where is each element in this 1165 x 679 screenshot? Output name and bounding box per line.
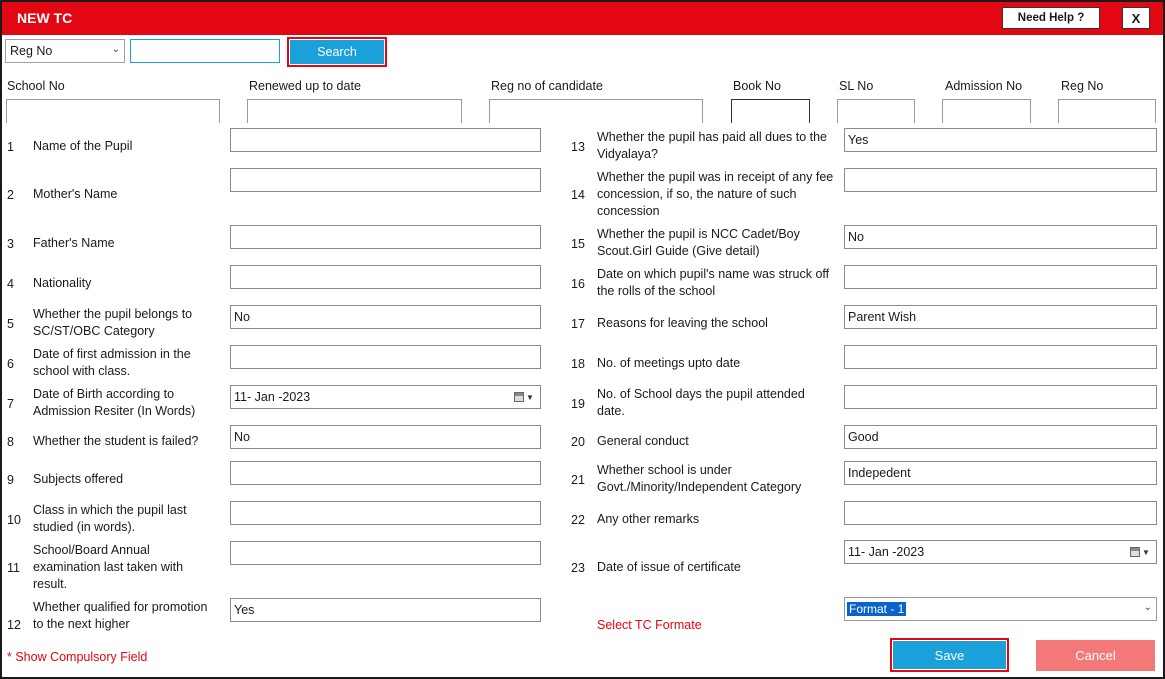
field-number: 12 [7, 618, 21, 632]
tc-format-label: Select TC Formate [597, 618, 702, 632]
reg-no-of-candidate-input[interactable] [489, 99, 703, 123]
field-number: 1 [7, 140, 14, 154]
general-conduct-label: General conduct [597, 434, 689, 448]
window-title: NEW TC [17, 10, 73, 26]
renewed-up-to-date-input[interactable] [247, 99, 462, 123]
school-category-label: Whether school is under Govt./Minority/Independent Category [597, 463, 802, 494]
need-help-button[interactable]: Need Help ? [1002, 7, 1100, 29]
pupil-name-input[interactable] [230, 128, 541, 152]
cancel-button[interactable]: Cancel [1036, 640, 1155, 671]
father-name-label: Father's Name [33, 236, 115, 250]
issue-date-picker[interactable] [844, 540, 1157, 564]
admission-no-label: Admission No [945, 79, 1023, 93]
leaving-reason-label: Reasons for leaving the school [597, 316, 768, 330]
tc-format-value: Format - 1 [849, 602, 905, 616]
calendar-icon[interactable]: ▼ [1130, 546, 1150, 558]
field-number: 8 [7, 435, 14, 449]
reg-no-of-candidate-label: Reg no of candidate [491, 79, 603, 93]
struck-off-date-label: Date on which pupil's name was struck off the rolls of the school [597, 267, 830, 298]
date-of-birth-picker[interactable] [230, 385, 541, 409]
save-button[interactable]: Save [890, 638, 1009, 672]
renewed-up-to-date-label: Renewed up to date [249, 79, 361, 93]
nationality-input[interactable] [230, 265, 541, 289]
dues-paid-label: Whether the pupil has paid all dues to the Vidyalaya? [597, 130, 828, 161]
admission-no-input[interactable] [942, 99, 1031, 123]
field-number: 18 [571, 357, 585, 371]
last-class-input[interactable] [230, 501, 541, 525]
date-of-birth-label: Date of Birth according to Admission Resiter (In Words) [33, 387, 196, 418]
nationality-label: Nationality [33, 276, 92, 290]
student-failed-label: Whether the student is failed? [33, 434, 199, 448]
field-number: 20 [571, 435, 585, 449]
pupil-name-label: Name of the Pupil [33, 139, 133, 153]
field-number: 6 [7, 357, 14, 371]
field-number: 16 [571, 277, 585, 291]
other-remarks-input[interactable] [844, 501, 1157, 525]
field-number: 15 [571, 237, 585, 251]
school-no-input[interactable] [6, 99, 220, 123]
days-attended-label: No. of School days the pupil attended date. [597, 387, 805, 418]
general-conduct-input[interactable]: Good [844, 425, 1157, 449]
school-category-input[interactable]: Indepedent [844, 461, 1157, 485]
mother-name-label: Mother's Name [33, 187, 118, 201]
first-admission-input[interactable] [230, 345, 541, 369]
chevron-down-icon: ⌄ [111, 44, 120, 55]
father-name-input[interactable] [230, 225, 541, 249]
school-no-label: School No [7, 79, 65, 93]
search-field-select[interactable] [5, 39, 125, 63]
search-input[interactable] [130, 39, 280, 63]
calendar-icon[interactable]: ▼ [514, 391, 534, 403]
promotion-label: Whether qualified for promotion to the next higher [33, 600, 208, 631]
reg-no-label: Reg No [1061, 79, 1104, 93]
book-no-label: Book No [733, 79, 781, 93]
other-remarks-label: Any other remarks [597, 512, 700, 526]
leaving-reason-input[interactable]: Parent Wish [844, 305, 1157, 329]
field-number: 9 [7, 473, 14, 487]
category-input[interactable]: No [230, 305, 541, 329]
ncc-scout-label: Whether the pupil is NCC Cadet/Boy Scout.Girl Guide (Give detail) [597, 227, 800, 258]
dues-paid-input[interactable]: Yes [844, 128, 1157, 152]
ncc-scout-input[interactable]: No [844, 225, 1157, 249]
field-number: 3 [7, 237, 14, 251]
subjects-offered-input[interactable] [230, 461, 541, 485]
sl-no-input[interactable] [837, 99, 915, 123]
last-class-label: Class in which the pupil last studied (in words). [33, 503, 187, 534]
field-number: 10 [7, 513, 21, 527]
field-number: 4 [7, 277, 14, 291]
mother-name-input[interactable] [230, 168, 541, 192]
tc-format-select[interactable] [844, 597, 1157, 621]
issue-date-label: Date of issue of certificate [597, 560, 741, 574]
field-number: 19 [571, 397, 585, 411]
issue-date-value: 11- Jan -2023 [848, 545, 925, 559]
title-bar [2, 2, 1163, 35]
first-admission-label: Date of first admission in the school with class. [33, 347, 191, 378]
days-attended-input[interactable] [844, 385, 1157, 409]
field-number: 11 [7, 561, 20, 575]
search-field-select-value: Reg No [10, 44, 53, 58]
promotion-input[interactable]: Yes [230, 598, 541, 622]
fee-concession-label: Whether the pupil was in receipt of any fee concession, if so, the nature of such concession [597, 170, 834, 218]
struck-off-date-input[interactable] [844, 265, 1157, 289]
compulsory-field-note: * Show Compulsory Field [7, 650, 148, 664]
category-label: Whether the pupil belongs to SC/ST/OBC Category [33, 307, 193, 338]
meetings-input[interactable] [844, 345, 1157, 369]
field-number: 22 [571, 513, 585, 527]
reg-no-input[interactable] [1058, 99, 1156, 123]
board-exam-label: School/Board Annual examination last taken with result. [33, 543, 184, 591]
field-number: 5 [7, 317, 14, 331]
close-button[interactable]: X [1122, 7, 1150, 29]
field-number: 23 [571, 561, 585, 575]
subjects-offered-label: Subjects offered [33, 472, 124, 486]
field-number: 14 [571, 188, 585, 202]
meetings-label: No. of meetings upto date [597, 356, 741, 370]
field-number: 17 [571, 317, 585, 331]
chevron-down-icon: ⌄ [1143, 602, 1152, 613]
student-failed-input[interactable]: No [230, 425, 541, 449]
field-number: 21 [571, 473, 585, 487]
search-button[interactable]: Search [287, 37, 387, 67]
field-number: 7 [7, 397, 14, 411]
board-exam-input[interactable] [230, 541, 541, 565]
book-no-input[interactable] [731, 99, 810, 123]
field-number: 2 [7, 188, 14, 202]
sl-no-label: SL No [839, 79, 874, 93]
field-number: 13 [571, 140, 585, 154]
fee-concession-input[interactable] [844, 168, 1157, 192]
date-of-birth-value: 11- Jan -2023 [234, 390, 311, 404]
